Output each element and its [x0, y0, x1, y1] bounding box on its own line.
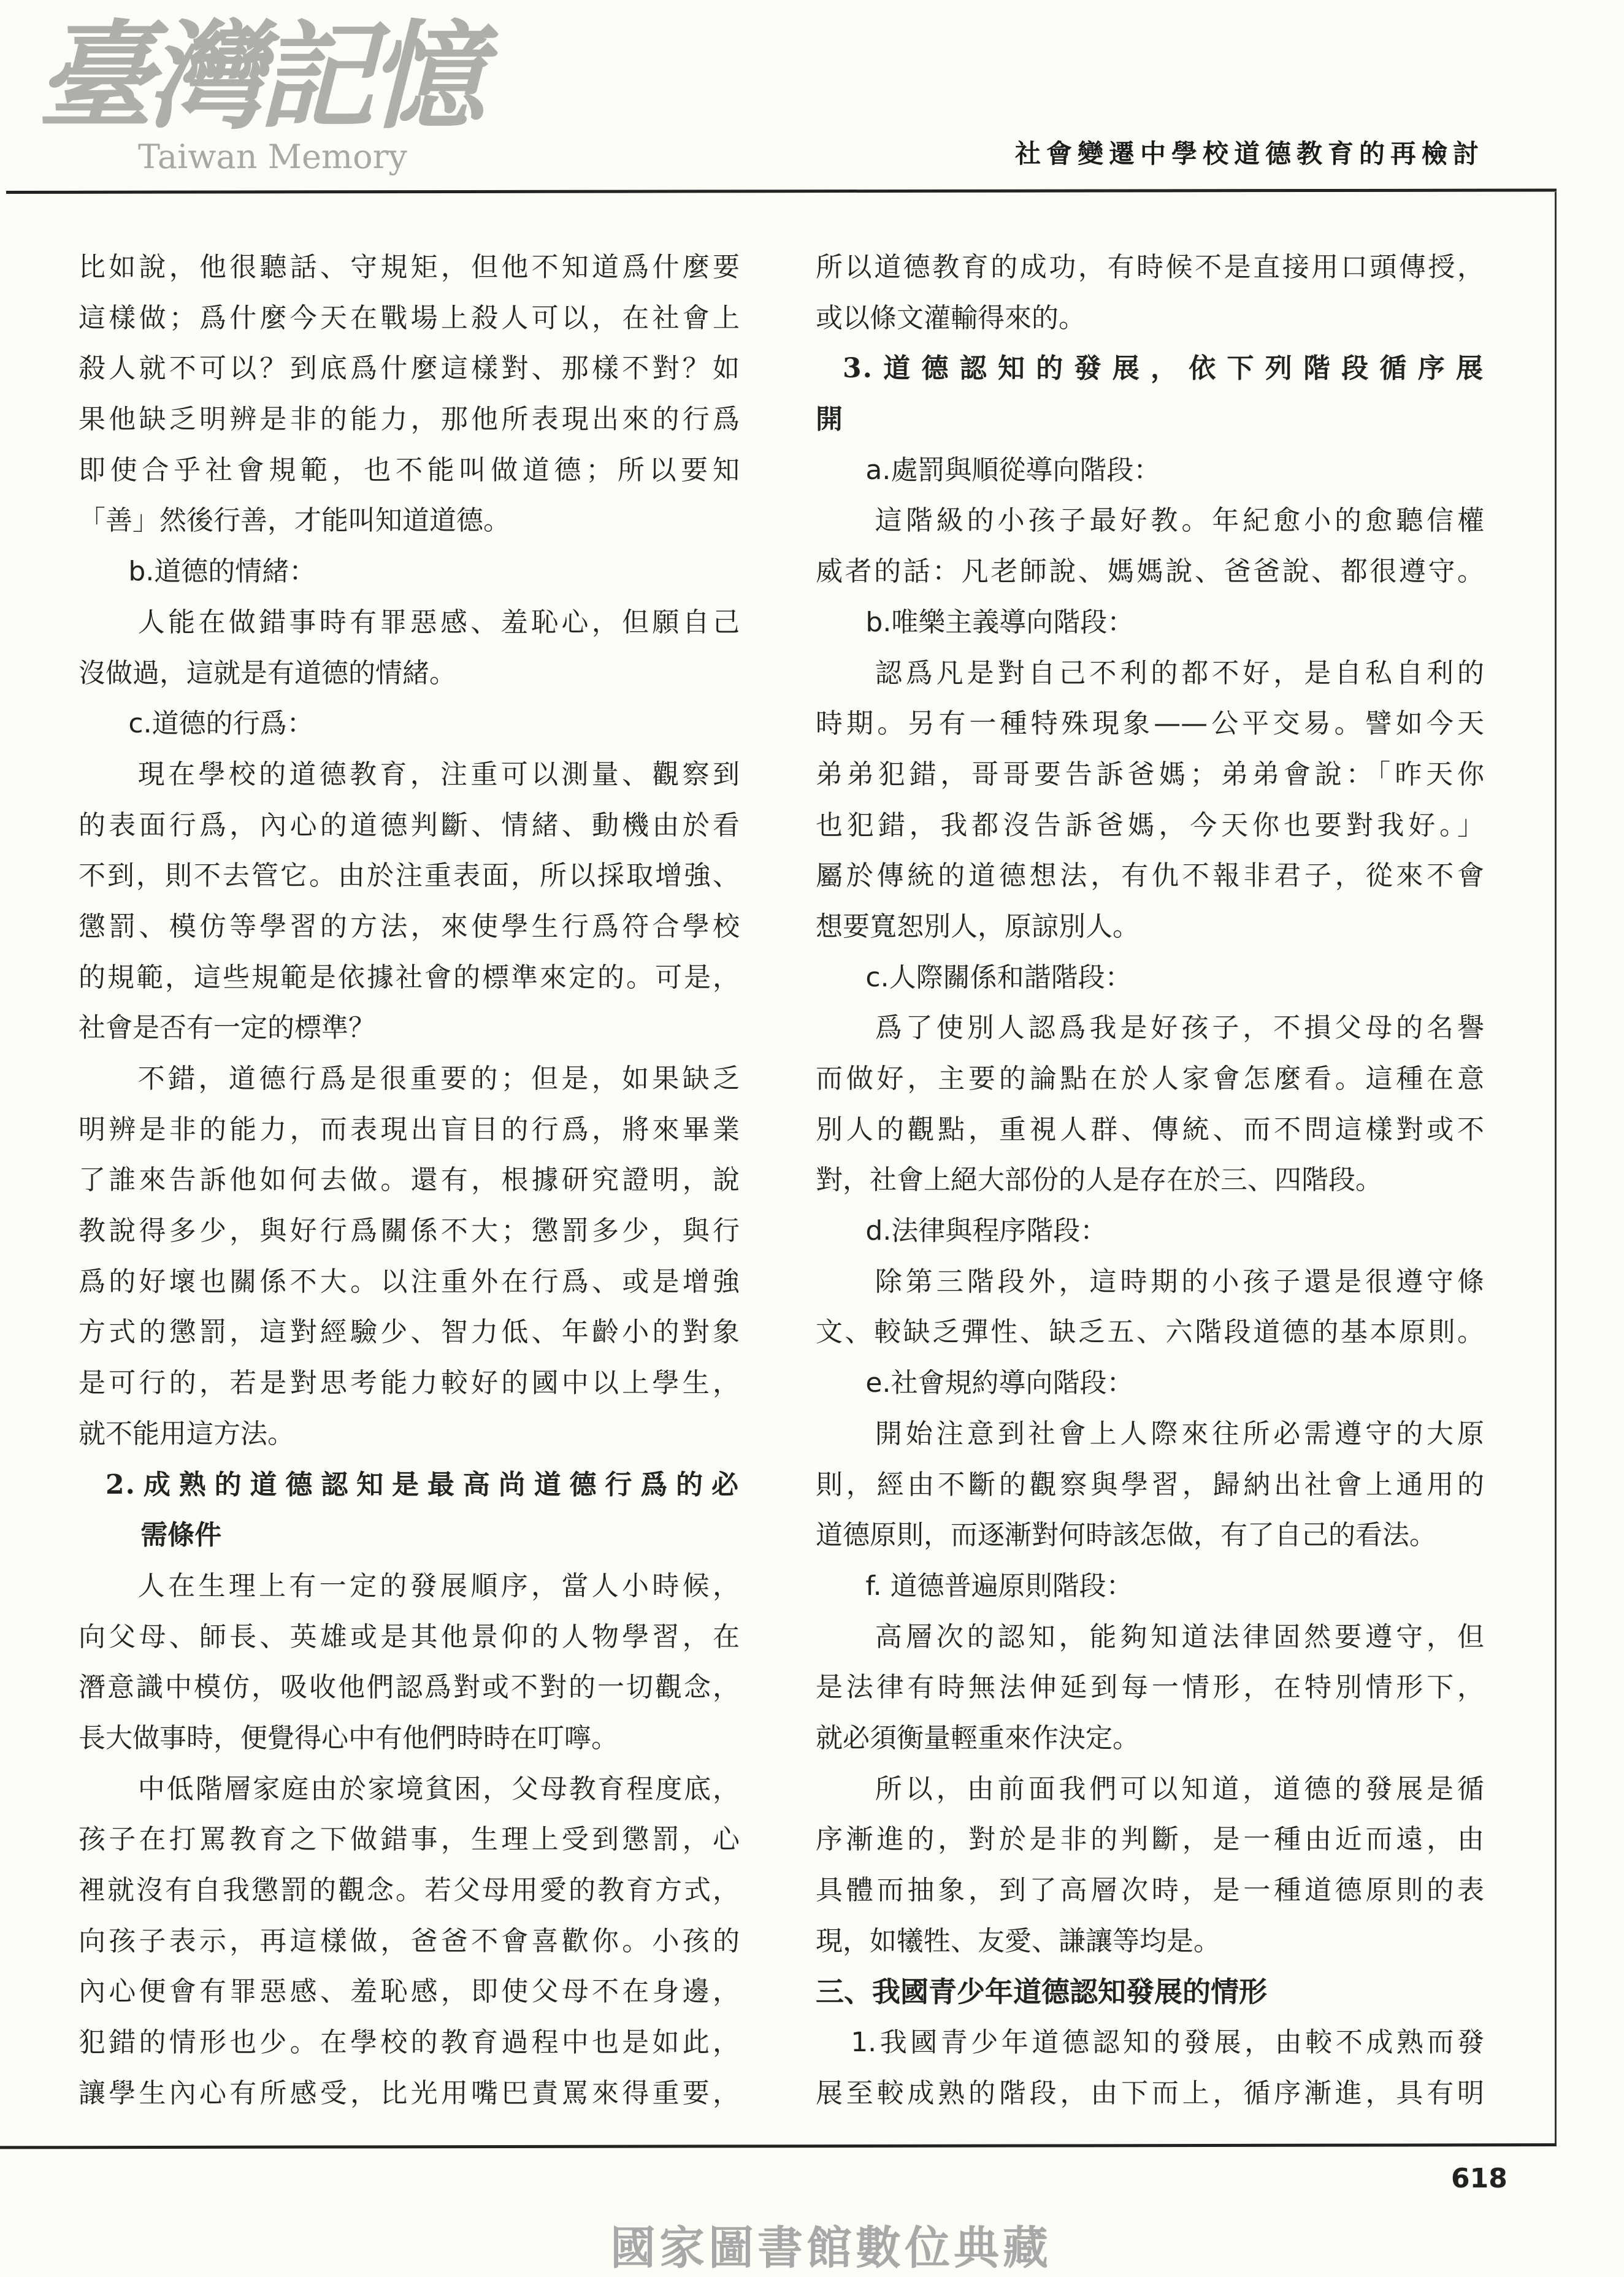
- text-line: 展至較成熟的階段，由下而上，循序漸進，具有明: [816, 2077, 1484, 2109]
- section-heading: 需條件: [140, 1519, 222, 1551]
- running-head-title: 社會變遷中學校道德教育的再檢討: [1014, 139, 1484, 169]
- text-line: 比如說，他很聽話、守規矩，但他不知道爲什麼要: [79, 252, 740, 283]
- watermark-sub-text: Taiwan Memory: [138, 137, 407, 176]
- text-line: 長大做事時，便覺得心中有他們時時在叮嚀。: [79, 1722, 618, 1754]
- left-text-column: [79, 242, 740, 2119]
- text-line: 爲的好壞也關係不大。以注重外在行爲、或是增強: [79, 1265, 740, 1297]
- text-line: 不到，則不去管它。由於注重表面，所以採取增強、: [79, 860, 740, 892]
- text-line: 對，社會上絕大部份的人是存在於三、四階段。: [816, 1164, 1382, 1196]
- header-rule: [6, 188, 1557, 194]
- section-heading: d.法律與程序階段：: [865, 1215, 1108, 1247]
- text-line: 果他缺乏明辨是非的能力，那他所表現出來的行爲: [79, 404, 740, 436]
- text-line: 弟弟犯錯，哥哥要告訴爸媽；弟弟會說：「昨天你: [816, 758, 1484, 790]
- text-line: 的表面行爲，內心的道德判斷、情緒、動機由於看: [79, 809, 740, 841]
- right-text-column: [816, 242, 1484, 2119]
- text-line: 向孩子表示，再這樣做，爸爸不會喜歡你。小孩的: [79, 1925, 740, 1957]
- text-line: 就不能用這方法。: [79, 1418, 294, 1450]
- text-line: 所以，由前面我們可以知道，道德的發展是循: [875, 1773, 1484, 1805]
- text-line: 也犯錯，我都沒告訴爸媽，今天你也要對我好。」: [816, 809, 1484, 841]
- text-line: 文、較缺乏彈性、缺乏五、六階段道德的基本原則。: [816, 1316, 1484, 1348]
- text-line: 社會是否有一定的標準？: [79, 1012, 375, 1044]
- text-line: 了誰來告訴他如何去做。還有，根據研究證明，說: [79, 1164, 740, 1196]
- text-line: 具體而抽象，到了高層次時，是一種道德原則的表: [816, 1875, 1484, 1906]
- text-line: 的規範，這些規範是依據社會的標準來定的。可是，: [79, 961, 740, 993]
- text-line: 現，如犧牲、友愛、謙讓等均是。: [816, 1925, 1220, 1957]
- text-line: 潛意識中模仿，吸收他們認爲對或不對的一切觀念，: [79, 1672, 740, 1703]
- text-line: 「善」然後行善，才能叫知道道德。: [79, 505, 510, 537]
- section-heading: 2.成熟的道德認知是最高尚道德行爲的必: [105, 1469, 740, 1500]
- section-heading: a.處罰與順從導向階段：: [865, 454, 1161, 486]
- text-line: 則，經由不斷的觀察與學習，歸納出社會上通用的: [816, 1469, 1484, 1500]
- text-line: 就必須衡量輕重來作決定。: [816, 1722, 1139, 1754]
- text-line: 所以道德教育的成功，有時候不是直接用口頭傳授，: [816, 252, 1484, 283]
- text-line: 孩子在打罵教育之下做錯事，生理上受到懲罰，心: [79, 1824, 740, 1856]
- library-digital-archive-mark: 國家圖書館數位典藏: [610, 2222, 1052, 2275]
- text-line: 不錯，道德行爲是很重要的；但是，如果缺乏: [137, 1063, 740, 1094]
- section-heading: c.道德的行爲：: [128, 708, 314, 740]
- section-heading: f. 道德普遍原則階段：: [865, 1570, 1133, 1602]
- section-heading: 開: [816, 404, 843, 436]
- text-line: 裡就沒有自我懲罰的觀念。若父母用愛的教育方式，: [79, 1875, 740, 1906]
- text-line: 中低階層家庭由於家境貧困，父母教育程度底，: [137, 1773, 740, 1805]
- text-line: 別人的觀點，重視人群、傳統、而不問這樣對或不: [816, 1113, 1484, 1145]
- text-line: 除第三階段外，這時期的小孩子還是很遵守條: [875, 1265, 1484, 1297]
- section-heading: c.人際關係和諧階段：: [865, 961, 1132, 993]
- text-line: 這階級的小孩子最好教。年紀愈小的愈聽信權: [875, 505, 1484, 537]
- text-line: 懲罰、模仿等學習的方法，來使學生行爲符合學校: [79, 910, 740, 942]
- text-line: 殺人就不可以？到底爲什麼這樣對、那樣不對？如: [79, 353, 740, 385]
- text-line: 人能在做錯事時有罪惡感、羞恥心，但願自己: [137, 606, 740, 638]
- text-line: 明辨是非的能力，而表現出盲目的行爲，將來畢業: [79, 1113, 740, 1145]
- taiwan-memory-watermark: [37, 8, 515, 178]
- text-line: 爲了使別人認爲我是好孩子，不損父母的名譽: [875, 1012, 1484, 1044]
- text-line: 高層次的認知，能夠知道法律固然要遵守，但: [875, 1621, 1484, 1653]
- text-line: 屬於傳統的道德想法，有仇不報非君子，從來不會: [816, 860, 1484, 892]
- text-line: 是法律有時無法伸延到每一情形，在特別情形下，: [816, 1672, 1484, 1703]
- text-line: 方式的懲罰，這對經驗少、智力低、年齡小的對象: [79, 1316, 740, 1348]
- right-border-rule: [1555, 192, 1557, 2146]
- page-number: 618: [1451, 2163, 1507, 2194]
- text-line: 時期。另有一種特殊現象——公平交易。譬如今天: [816, 708, 1484, 740]
- text-line: 而做好，主要的論點在於人家會怎麼看。這種在意: [816, 1063, 1484, 1094]
- text-line: 認爲凡是對自己不利的都不好，是自私自利的: [875, 657, 1484, 689]
- text-line: 人在生理上有一定的發展順序，當人小時候，: [137, 1570, 740, 1602]
- text-line: 想要寬恕別人，原諒別人。: [816, 910, 1139, 942]
- text-line: 道德原則，而逐漸對何時該怎做，有了自己的看法。: [816, 1519, 1436, 1551]
- section-heading: b.唯樂主義導向階段：: [865, 606, 1135, 638]
- watermark-main-text: 臺灣記憶: [37, 8, 479, 145]
- text-line: 或以條文灌輸得來的。: [816, 302, 1086, 334]
- text-line: 序漸進的，對於是非的判斷，是一種由近而遠，由: [816, 1824, 1484, 1856]
- section-heading: 3.道德認知的發展，依下列階段循序展: [843, 353, 1484, 385]
- text-line: 讓學生內心有所感受，比光用嘴巴責罵來得重要，: [79, 2077, 740, 2109]
- text-line: 這樣做；爲什麼今天在戰場上殺人可以，在社會上: [79, 302, 740, 334]
- text-line: 即使合乎社會規範，也不能叫做道德；所以要知: [79, 454, 740, 486]
- text-line: 內心便會有罪惡感、羞恥感，即使父母不在身邊，: [79, 1976, 740, 2008]
- footer-rule: [0, 2143, 1557, 2149]
- text-line: 教說得多少，與好行爲關係不大；懲罰多少，與行: [79, 1215, 740, 1247]
- section-heading: 三、我國青少年道德認知發展的情形: [816, 1975, 1267, 2009]
- section-heading: b.道德的情緒：: [128, 556, 316, 588]
- text-line: 1.我國青少年道德認知的發展，由較不成熟而發: [851, 2027, 1484, 2059]
- text-line: 沒做過，這就是有道德的情緒。: [79, 657, 456, 689]
- text-line: 向父母、師長、英雄或是其他景仰的人物學習，在: [79, 1621, 740, 1653]
- section-heading: e.社會規約導向階段：: [865, 1367, 1134, 1399]
- text-line: 現在學校的道德教育，注重可以測量、觀察到: [137, 758, 740, 790]
- text-line: 是可行的，若是對思考能力較好的國中以上學生，: [79, 1367, 740, 1399]
- text-line: 威者的話：凡老師說、媽媽說、爸爸說、都很遵守。: [816, 556, 1484, 588]
- text-line: 開始注意到社會上人際來往所必需遵守的大原: [875, 1418, 1484, 1450]
- text-line: 犯錯的情形也少。在學校的教育過程中也是如此，: [79, 2027, 740, 2059]
